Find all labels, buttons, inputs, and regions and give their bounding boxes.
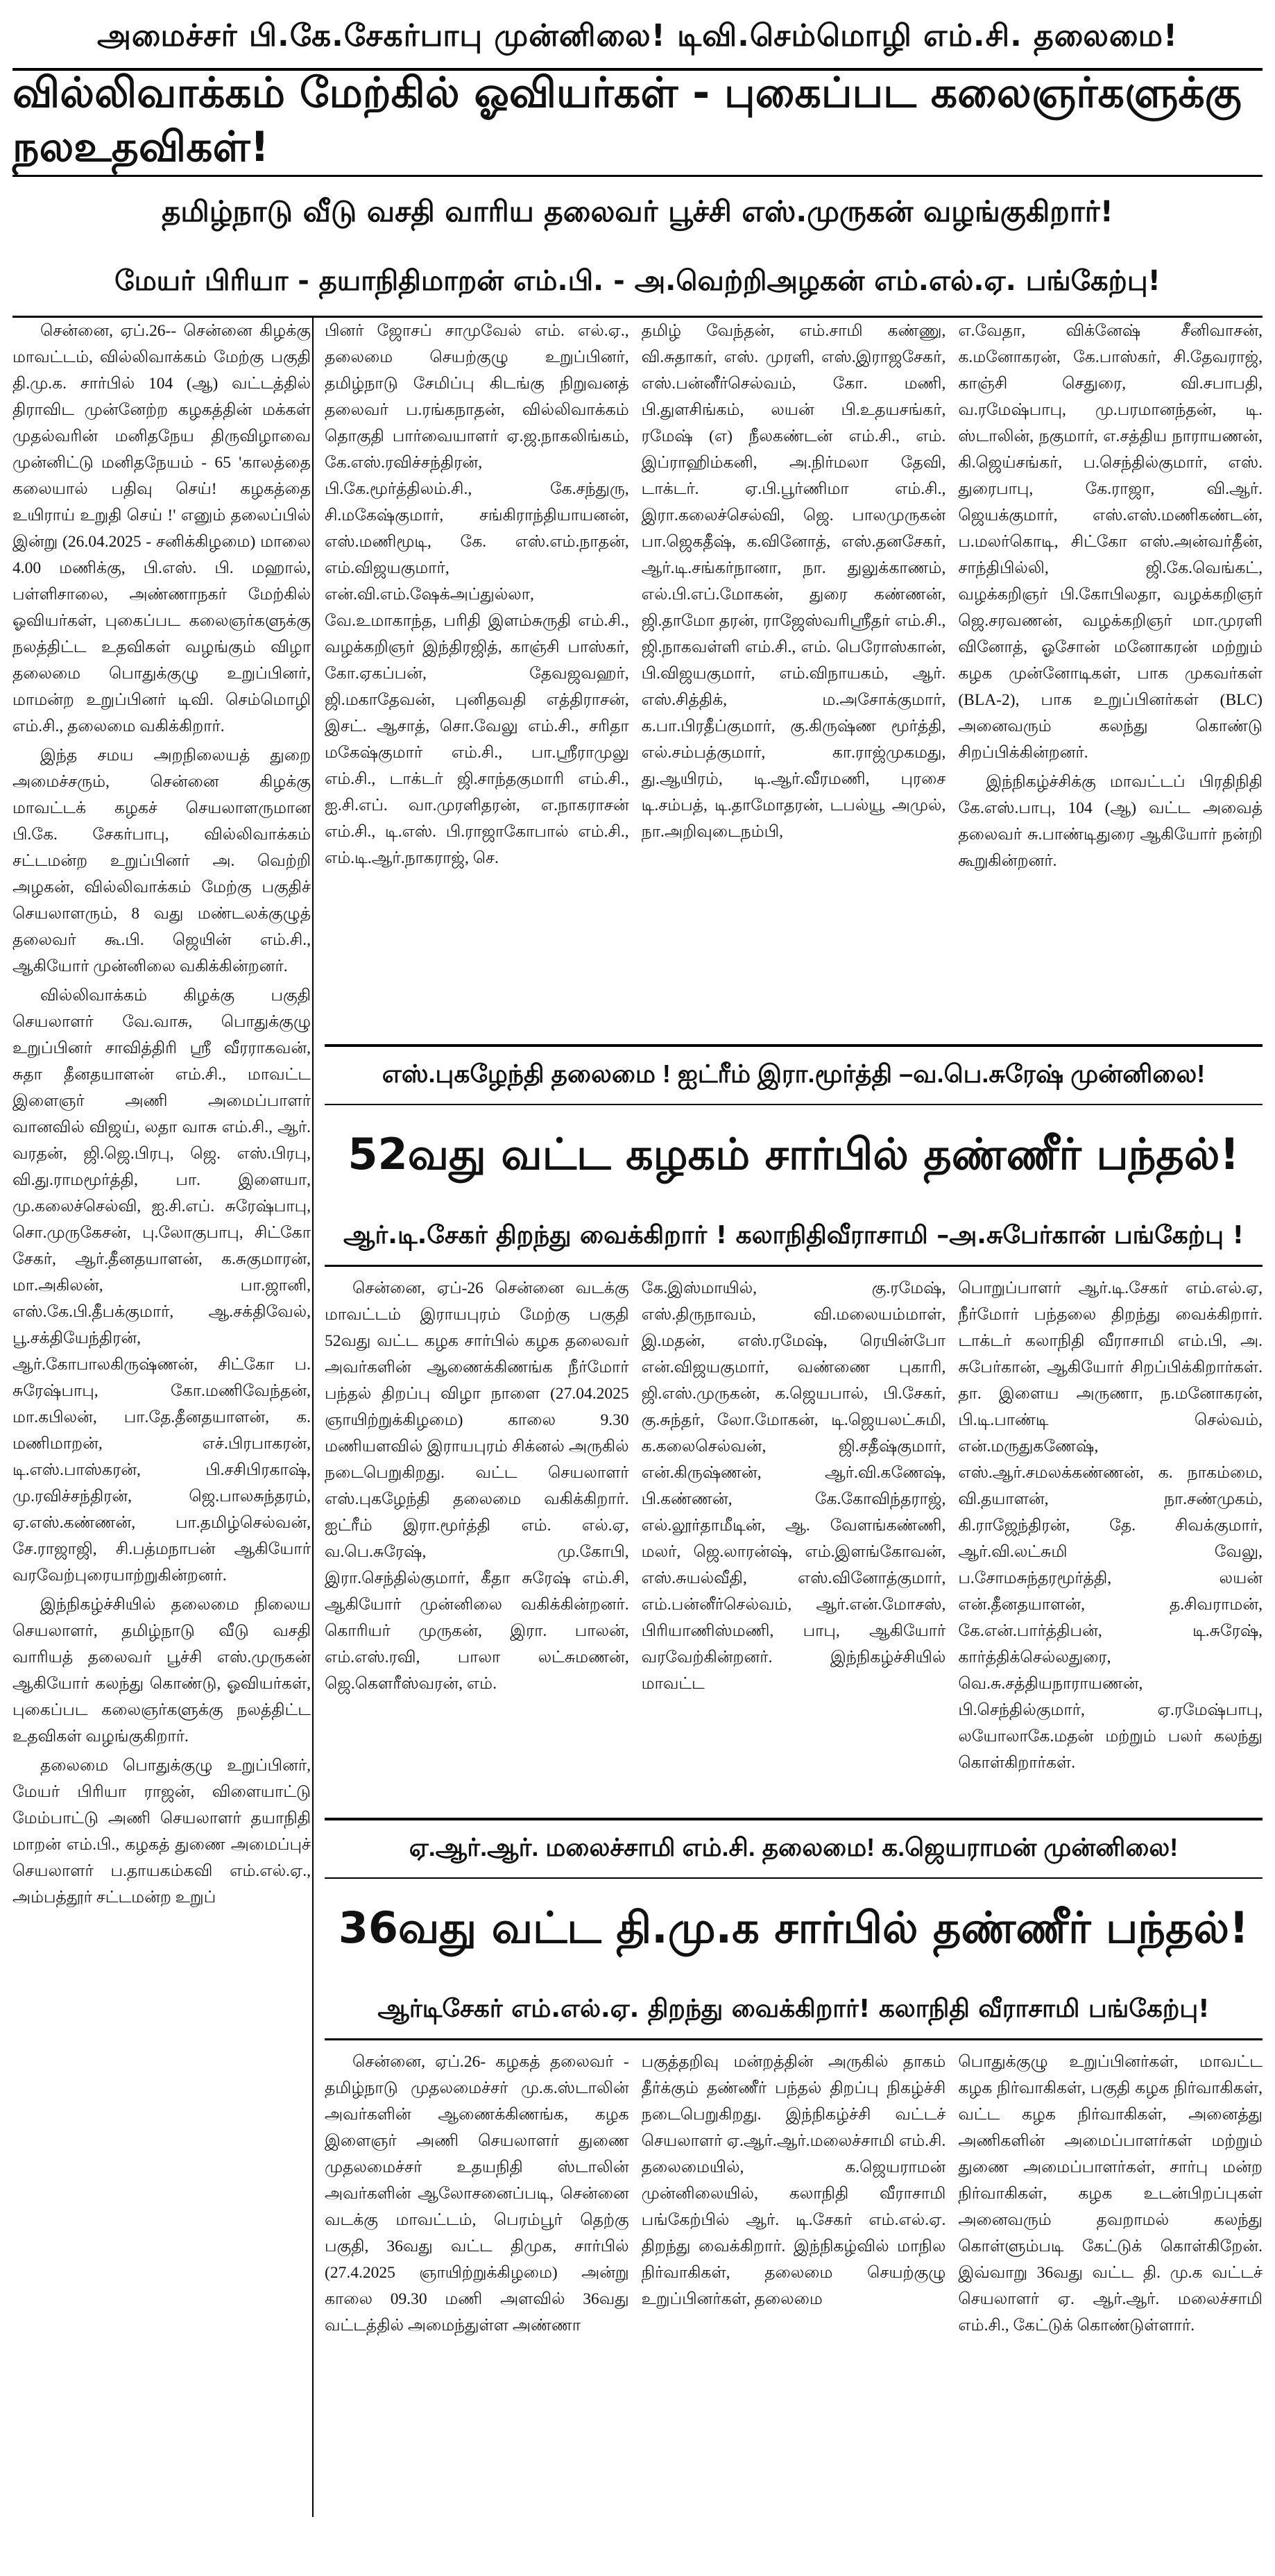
story1-col2 xyxy=(325,318,629,1039)
story1-col4 xyxy=(958,318,1263,1039)
story1-para: வில்லிவாக்கம் கிழக்கு பகுதி செயலாளர் வே.வாசு, பொதுக்குழு உறுப்பினர் சாவித்திரி ஸ்ரீ வீரராகவன், சுதா தீனதயாளன் எம்.சி., மாவட்ட இளைஞர் அணி அமைப்பாளர் வானவில் விஜய், லதா வாசு எம்.சி., ஆர். வரதன், ஜி.ஜெ.பிரபு, ஜெ. எஸ்.பிரபு, வி.து.ராமமூர்த்தி, பா. இளையா, மு.கலைச்செல்வி, ஐ.சி.எப். சுரேஷ்பாபு, சொ.முருகேசன், பு.லோகுபாபு, சிட்கோ சேகர், ஆர்.தீனதயாளன், க.சுகுமாரன், மா.அகிலன், பா.ஜானி, எஸ்.கே.பி.தீபக்குமார், ஆ.சக்திவேல், பூ.சக்தியேந்திரன், ஆர்.கோபாலகிருஷ்ணன், சிட்கோ ப. சுரேஷ்பாபு, கோ.மணிவேந்தன், மா.கபிலன், பா.தே.தீனதயாளன், க. மணிமாறன், எச்.பிரபாகரன், டி.எஸ்.பாஸ்கரன், பி.சசிபிரகாஷ், மு.ரவிச்சந்திரன், ஜெ.பாலசுந்தரம், ஏ.எஸ்.கண்ணன், பா.தமிழ்செல்வன், சே.ராஜாஜி, சி.பத்மநாபன் ஆகியோர் வரவேற்புரையாற்றுகின்றனர். xyxy=(12,987,311,1585)
story2-deck: ஆர்.டி.சேகர் திறந்து வைக்கிறார் ! கலாநிதிவீராசாமி –அ.சுபேர்கான் பங்கேற்பு ! xyxy=(325,1209,1263,1267)
story3-col3 xyxy=(958,2049,1263,2576)
main-headline: வில்லிவாக்கம் மேற்கில் ஓவியர்கள் - புகைப்பட கலைஞர்களுக்கு நலஉதவிகள்! xyxy=(12,71,1263,177)
story1-text: எ.வேதா, விக்னேஷ் சீனிவாசன், க.மனோகரன், கே.பாஸ்கர், சி.தேவராஜ், காஞ்சி செதுரை, வி.சபாபதி, வ.ரமேஷ்பாபு, மு.பரமானந்தன், டி. ஸ்டாலின், நகுமார், எ.சத்திய நாராயணன், கி.ஜெய்சங்கர், ப.செந்தில்குமார், எஸ். துரைபாபு, கே.ராஜா, வி.ஆர். ஜெயக்குமார், எஸ்.எஸ்.மணிகண்டன், ப.மலர்கொடி, சிட்கோ எஸ்.அன்வர்தீன், சாந்திபில்லி, ஜி.கே.வெங்கட், வழக்கறிஞர் பி.கோபிலதா, வழக்கறிஞர் ஜெ.சரவணன், வழக்கறிஞர் மா.முரளி வினோத், ஓசோன் மனோகரன் மற்றும் கழக முன்னோடிகள், பாக முகவர்கள் (BLA-2), பாக உறுப்பினர்கள் (BLC) அனைவரும் கலந்து கொண்டு சிறப்பிக்கின்றனர். xyxy=(958,322,1263,762)
story3-headline: 36வது வட்ட தி.மு.க சார்பில் தண்ணீர் பந்தல்! xyxy=(338,1902,1249,1953)
story1-para: சென்னை, ஏப்.26-- சென்னை கிழக்கு மாவட்டம், வில்லிவாக்கம் மேற்கு பகுதி தி.மு.க. சார்பில் 104 (ஆ) வட்டத்தில் திராவிட முன்னேற்ற கழகத்தின் மக்கள் முதல்வரின் மனிதநேய திருவிழாவை முன்னிட்டு மனிதநேயம் - 65 'காலத்தை கலையால் பதிவு செய்! கழகத்தை உயிராய் உறுதி செய் !' எனும் தலைப்பில் இன்று (26.04.2025 - சனிக்கிழமை) மாலை 4.00 மணிக்கு, பி.எஸ். பி. மஹால், பள்ளிசாலை, அண்ணாநகர் மேற்கில் ஓவியர்கள், புகைப்பட கலைஞர்களுக்கு நலத்திட்ட உதவிகள் வழங்கும் விழா தலைமை பொதுக்குழு உறுப்பினர், மாமன்ற உறுப்பினர் டிவி. செம்மொழி எம்.சி., தலைமை வகிக்கிறார். xyxy=(12,322,311,735)
story2-col2 xyxy=(642,1275,946,1844)
story3-deck: ஆர்டிசேகர் எம்.எல்.ஏ. திறந்து வைக்கிறார்! கலாநிதி வீராசாமி பங்கேற்பு! xyxy=(325,1983,1263,2040)
story2-text: பொறுப்பாளர் ஆர்.டி.சேகர் எம்.எல்.ஏ, நீர்மோர் பந்தலை திறந்து வைக்கிறார். டாக்டர் கலாநிதி வீராசாமி எம்.பி, அ. சுபேர்கான், ஆகியோர் சிறப்பிக்கிறார்கள். தா. இளைய அருணா, ந.மனோகரன், பி.டி.பாண்டி செல்வம், என்.மருதுகணேஷ், எஸ்.ஆர்.சமலக்கண்ணன், க. நாகம்மை, வி.தயாளன், நா.சண்முகம், கி.ராஜேந்திரன், தே. சிவக்குமார், ஆர்.வி.லட்சுமி வேலு, ப.சோமசுந்தரமூர்த்தி, லயன் என்.தீனதயாளன், த.சிவராமன், கே.என்.பார்த்திபன், டி.சுரேஷ், கார்த்திக்செல்லதுரை, வெ.சு.சத்தியநாராயணன், பி.செந்தில்குமார், ஏ.ரமேஷ்பாபு, லயோலாகே.மதன் மற்றும் பலர் கலந்து கொள்கிறார்கள். xyxy=(958,1279,1263,1772)
story2-col1 xyxy=(325,1275,629,1844)
story2-text: சென்னை, ஏப்-26 சென்னை வடக்கு மாவட்டம் இராயபுரம் மேற்கு பகுதி 52வது வட்ட கழக சார்பில் கழக தலைவர் அவர்களின் ஆணைக்கிணங்க நீர்மோர் பந்தல் திறப்பு விழா நாளை (27.04.2025 ஞாயிற்றுக்கிழமை) காலை 9.30 மணியளவில் இராயபுரம் சிக்னல் அருகில் நடைபெறுகிறது. வட்ட செயலாளர் எஸ்.புகழேந்தி தலைமை வகிக்கிறார். ஐட்ரீம் இரா.மூர்த்தி எம். எல்.ஏ, வ.பெ.சுரேஷ், மு.கோபி, இரா.செந்தில்குமார், கீதா சுரேஷ் எம்.சி, ஆகியோர் முன்னிலை வகிக்கின்றனர். கொரியர் முருகன், இரா. பாலன், எம்.எஸ்.ரவி, பாலா லட்சுமணன், ஜெ.கௌரீஸ்வரன், எம். xyxy=(325,1279,629,1693)
story2-col3 xyxy=(958,1275,1263,1844)
subheadline-2: மேயர் பிரியா - தயாநிதிமாறன் எம்.பி. - அ.வெற்றிஅழகன் எம்.எல்.ஏ. பங்கேற்பு! xyxy=(12,250,1263,318)
story1-para: இந்நிகழ்ச்சியில் தலைமை நிலைய செயலாளர், தமிழ்நாடு வீடு வசதி வாரியத் தலைவர் பூச்சி எஸ்.முருகன் ஆகியோர் கலந்து கொண்டு, ஓவியர்கள், புகைப்பட கலைஞர்களுக்கு நலத்திட்ட உதவிகள் வழங்குகிறார். xyxy=(12,1596,311,1746)
story1-para: இந்த சமய அறநிலையத் துறை அமைச்சரும், சென்னை கிழக்கு மாவட்டக் கழகச் செயலாளருமான பி.கே. சேகர்பாபு, வில்லிவாக்கம் சட்டமன்ற உறுப்பினர் அ. வெற்றி அழகன், வில்லிவாக்கம் மேற்கு பகுதிச் செயலாளரும், 8 வது மண்டலக்குழுத் தலைவர் கூ.பி. ஜெயின் எம்.சி., ஆகியோர் முன்னிலை வகிக்கின்றனர். xyxy=(12,747,311,975)
story3-col1 xyxy=(325,2049,629,2576)
story2-text: கே.இஸ்மாயில், கு.ரமேஷ், எஸ்.திருநாவம், வி.மலையம்மாள், இ.மதன், எஸ்.ரமேஷ், ரெயின்போ என்.விஜயகுமார், வண்ணை புகாரி, ஜி.எஸ்.முருகன், க.ஜெயபால், பி.சேகர், கு.சுந்தர், லோ.மோகன், டி.ஜெயலட்சுமி, க.கலைசெல்வன், ஜி.சதீஷ்குமார், என்.கிருஷ்ணன், ஆர்.வி.கணேஷ், பி.கண்ணன், கே.கோவிந்தராஜ், எல்.லூர்தாமீடின், ஆ. வேளங்கண்ணி, மலர், ஜெ.லாரன்ஷ், எம்.இளங்கோவன், எஸ்.சுயல்வீதி, எஸ்.வினோத்குமார், எம்.பன்னீர்செல்வம், ஆர்.என்.மோசஸ், பிரியாணிஸ்மணி, பாபு, ஆகியோர் வரவேற்கின்றனர். இந்நிகழ்ச்சியில் மாவட்ட xyxy=(641,1279,946,1693)
story2-headline: 52வது வட்ட கழகம் சார்பில் தண்ணீர் பந்தல்! xyxy=(348,1129,1240,1179)
story1-text: இந்நிகழ்ச்சிக்கு மாவட்டப் பிரதிநிதி கே.எஸ்.பாபு, 104 (ஆ) வட்ட அவைத் தலைவர் சு.பாண்டிதுரை ஆகியோர் நன்றி கூறுகின்றனர். xyxy=(958,773,1263,870)
story3 xyxy=(325,1818,1263,2576)
story3-kicker: ஏ.ஆர்.ஆர். மலைச்சாமி எம்.சி. தலைமை! க.ஜெயராமன் முன்னிலை! xyxy=(325,1818,1263,1879)
story1-col3 xyxy=(642,318,946,1039)
story3-col2 xyxy=(642,2049,946,2576)
story3-text: பகுத்தறிவு மன்றத்தின் அருகில் தாகம் தீர்க்கும் தண்ணீர் பந்தல் திறப்பு நிகழ்ச்சி நடைபெறுகிறது. இந்நிகழ்ச்சி வட்டச் செயலாளர் ஏ.ஆர்.ஆர்.மலைச்சாமி எம்.சி. தலைமையில், க.ஜெயராமன் முன்னிலையில், கலாநிதி வீராசாமி பங்கேற்பில் ஆர். டி.சேகர் எம்.எல்.ஏ. திறந்து வைக்கிறார். இந்நிகழ்வில் மாநில நிர்வாகிகள், தலைமை செயற்குழு உறுப்பினர்கள், தலைமை xyxy=(641,2053,946,2308)
story2 xyxy=(325,1044,1263,1844)
story1-para: தலைமை பொதுக்குழு உறுப்பினர், மேயர் பிரியா ராஜன், விளையாட்டு மேம்பாட்டு அணி செயலாளர் தயாநிதி மாறன் எம்.பி., கழகத் துணை அமைப்புச் செயலாளர் ப.தாயகம்கவி எம்.எல்.ஏ., அம்பத்தூர் சட்டமன்ற உறுப் xyxy=(12,1757,311,1907)
story3-text: பொதுக்குழு உறுப்பினர்கள், மாவட்ட கழக நிர்வாகிகள், பகுதி கழக நிர்வாகிகள், வட்ட கழக நிர்வாகிகள், அனைத்து அணிகளின் அமைப்பாளர்கள் மற்றும் துணை அமைப்பாளர்கள், சார்பு மன்ற நிர்வாகிகள், கழக உடன்பிறப்புகள் அனைவரும் தவறாமல் கலந்து கொள்ளும்படி கேட்டுக் கொள்கிறேன். இவ்வாறு 36வது வட்ட தி. மு.க வட்டச் செயலாளர் ஏ. ஆர்.ஆர். மலைச்சாமி எம்.சி., கேட்டுக் கொண்டுள்ளார். xyxy=(958,2053,1263,2335)
story2-kicker: எஸ்.புகழேந்தி தலைமை ! ஐட்ரீம் இரா.மூர்த்தி –வ.பெ.சுரேஷ் முன்னிலை! xyxy=(325,1044,1263,1105)
subheadline-1: தமிழ்நாடு வீடு வசதி வாரிய தலைவர் பூச்சி எஸ்.முருகன் வழங்குகிறார்! xyxy=(162,194,1113,228)
column-rule xyxy=(312,318,314,2517)
story1-text: பினர் ஜோசப் சாமுவேல் எம். எல்.ஏ., தலைமை செயற்குழு உறுப்பினர், தமிழ்நாடு சேமிப்பு கிடங்கு நிறுவனத் தலைவர் ப.ரங்கநாதன், வில்லிவாக்கம் தொகுதி பார்வையாளர் ஏ.ஜ.நாகலிங்கம், கே.எஸ்.ரவிச்சந்திரன், பி.கே.மூர்த்திலம்.சி., கே.சந்துரு, சி.மகேஷ்குமார், சங்கிராந்தியாயனன், எஸ்.மணிமூடி, கே. எஸ்.எம்.நாதன், எம்.விஜயகுமார், என்.வி.எம்.ஷேக்அப்துல்லா, வே.உமாகாந்த, பரிதி இளம்சுருதி எம்.சி., வழக்கறிஞர் இந்திரஜித், காஞ்சி பாஸ்கர், கோ.ஏகப்பன், தேவஜவஹர், ஜி.மகாதேவன், புனிதவதி எத்திராசன், இசட். ஆசாத், சொ.வேலு எம்.சி., சரிதா மகேஷ்குமார் எம்.சி., பா.ஸ்ரீராமுலு எம்.சி., டாக்டர் ஜி.சாந்தகுமாரி எம்.சி., ஐ.சி.எப். வா.முரளிதரன், எ.நாகராசன் எம்.சி., டி.எஸ். பி.ராஜாகோபால் எம்.சி., எம்.டி.ஆர்.நாகராஜ், செ. xyxy=(325,322,629,867)
story3-text: சென்னை, ஏப்.26- கழகத் தலைவர் - தமிழ்நாடு முதலமைச்சர் மு.க.ஸ்டாலின் அவர்களின் ஆணைக்கிணங்க, கழக இளைஞர் அணி செயலாளர் துணை முதலமைச்சர் உதயநிதி ஸ்டாலின் அவர்களின் ஆலோசனைப்படி, சென்னை வடக்கு மாவட்டம், பெரம்பூர் தெற்கு பகுதி, 36வது வட்ட திமுக, சார்பில் (27.4.2025 ஞாயிற்றுக்கிழமை) அன்று காலை 09.30 மணி அளவில் 36வது வட்டத்தில் அமைந்துள்ள அண்ணா xyxy=(325,2053,629,2335)
top-strapline: அமைச்சர் பி.கே.சேகர்பாபு முன்னிலை! டிவி.செம்மொழி எம்.சி. தலைமை! xyxy=(12,7,1263,71)
story1-text: தமிழ் வேந்தன், எம்.சாமி கண்ணு, வி.சுதாகர், எஸ். முரளி, எஸ்.இராஜசேகர், எஸ்.பன்னீர்செல்வம், கோ. மணி, பி.துளசிங்கம், லயன் பி.உதயசங்கர், ரமேஷ் (எ) நீலகண்டன் எம்.சி., எம். இப்ராஹிம்கனி, அ.நிர்மலா தேவி, டாக்டர். ஏ.பி.பூர்ணிமா எம்.சி., இரா.கலைச்செல்வி, ஜெ. பாலமுருகன் பா.ஜெகதீஷ், க.வினோத், எஸ்.தனசேகர், ஆர்.டி.சங்கர்நானா, நா. துலுக்காணம், எல்.பி.எப்.மோகன், துரை கண்ணன், ஜி.தாமோ தரன், ராஜேஸ்வரிஸ்ரீதர் எம்.சி., ஜி.நாகவள்ளி எம்.சி., எம். பெரோஸ்கான், பி.விஜயகுமார், எம்.விநாயகம், ஆர். எஸ்.சித்திக், ம.அசோக்குமார், க.பா.பிரதீப்குமார், கு.கிருஷ்ண மூர்த்தி, எல்.சம்பத்குமார், கா.ராஜ்முகமது, து.ஆயிரம், டி.ஆர்.வீரமணி, புரசை டி.சம்பத், டி.தாமோதரன், டபல்யூ அமுல், நா.அறிவுடைநம்பி, xyxy=(641,322,946,841)
story1-left-column xyxy=(12,318,311,2510)
